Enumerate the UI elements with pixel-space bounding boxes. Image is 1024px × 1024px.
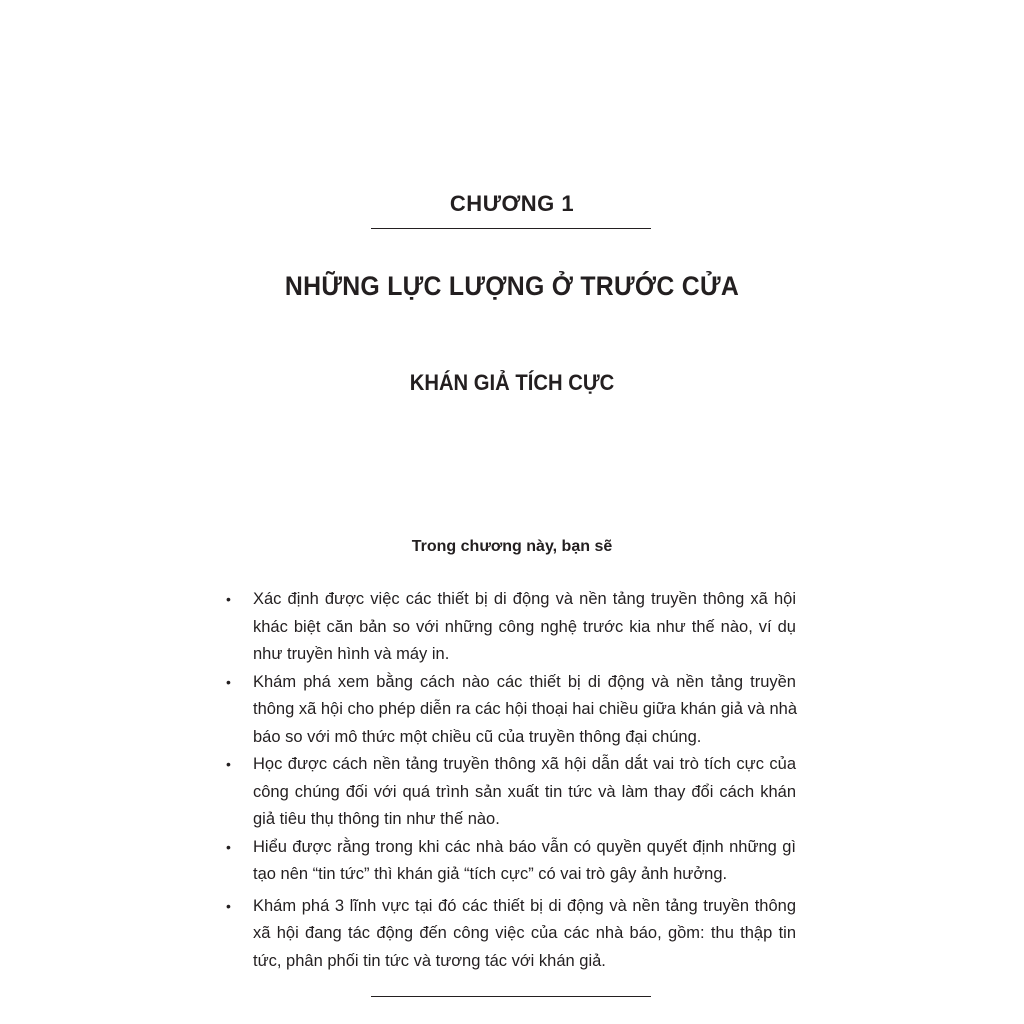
chapter-title: NHỮNG LỰC LƯỢNG Ở TRƯỚC CỬA <box>284 271 740 301</box>
top-divider <box>371 228 651 229</box>
bullet-icon: • <box>226 591 231 607</box>
objective-item <box>226 751 796 834</box>
objectives-intro: Trong chương này, bạn sẽ <box>411 538 613 555</box>
objective-text-line: tạo nên “tin tức” thì khán giả “tích cực” có vai trò gây ảnh hưởng. <box>253 865 728 883</box>
bullet-icon: • <box>226 897 231 914</box>
objective-text-line: thông xã hội cho phép diễn ra các hội thoại hai chiều giữa khán giả và nhà <box>253 700 798 718</box>
objectives-list <box>226 586 796 975</box>
bullet-icon: • <box>226 756 231 772</box>
objective-text-line: Xác định được việc các thiết bị di động và nền tảng truyền thông xã hội <box>253 590 796 608</box>
objective-text-line: tức, phân phối tin tức và tương tác với khán giả. <box>253 951 606 970</box>
chapter-subtitle: KHÁN GIẢ TÍCH CỰC <box>409 370 615 395</box>
objective-text-line: công chúng đối với quá trình sản xuất tin tức và làm thay đổi cách khán <box>253 782 796 801</box>
objective-text-line: Học được cách nền tảng truyền thông xã hội dẫn dắt vai trò tích cực của <box>253 755 796 773</box>
objective-text-line: Hiểu được rằng trong khi các nhà báo vẫn có quyền quyết định những gì <box>253 837 796 856</box>
bullet-icon: • <box>226 673 231 690</box>
bottom-divider <box>371 996 651 997</box>
objective-item <box>226 586 796 669</box>
objective-text-line: báo so với mô thức một chiều cũ của truyền thông đại chúng. <box>253 727 702 746</box>
objective-text-line: Khám phá xem bằng cách nào các thiết bị di động và nền tảng truyền <box>253 672 796 691</box>
bullet-icon: • <box>226 838 231 855</box>
objective-item <box>226 893 796 976</box>
objective-text-line: như truyền hình và máy in. <box>253 645 450 663</box>
objective-text-line: Khám phá 3 lĩnh vực tại đó các thiết bị di động và nền tảng truyền thông <box>253 896 796 915</box>
objective-item <box>226 669 796 752</box>
objective-text-line: giả tiêu thụ thông tin như thế nào. <box>253 810 500 828</box>
objective-text-line: xã hội đang tác động đến công việc của các nhà báo, gồm: thu thập tin <box>253 924 796 942</box>
chapter-number: CHƯƠNG 1 <box>449 191 575 216</box>
objective-item <box>226 834 796 889</box>
objective-text-line: khác biệt căn bản so với những công nghệ trước kia như thế nào, ví dụ <box>253 617 796 636</box>
